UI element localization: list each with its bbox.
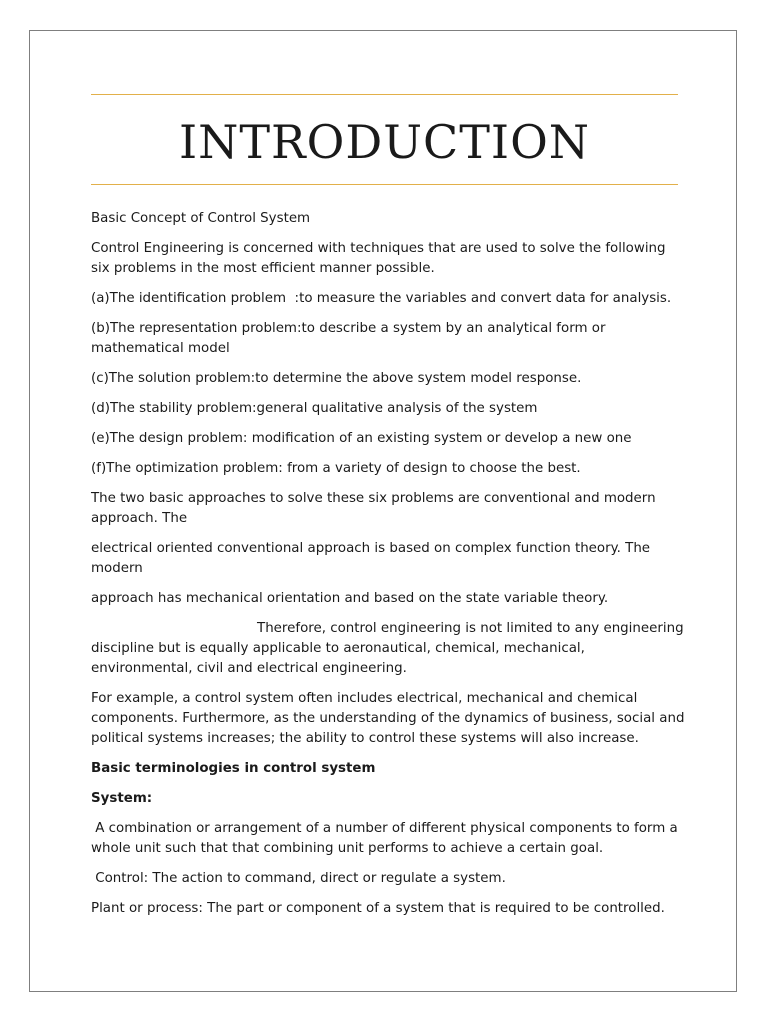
- body-text: [91, 209, 691, 929]
- paragraph: approach has mechanical orientation and based on the state variable theory.: [91, 591, 609, 606]
- paragraph: (d)The stability problem:general qualitative analysis of the system: [91, 401, 538, 416]
- paragraph: electrical oriented conventional approach is based on complex function theory. The modern: [91, 541, 651, 576]
- paragraph: For example, a control system often includes electrical, mechanical and chemical components. Furthermore, as the understanding of the dynamics of business, social and political systems increases; the ability to control these systems will also increase.: [91, 691, 685, 746]
- paragraph: (c)The solution problem:to determine the above system model response.: [91, 371, 582, 386]
- paragraph: Control Engineering is concerned with techniques that are used to solve the following six problems in the most efficient manner possible.: [91, 241, 666, 276]
- paragraph: A combination or arrangement of a number of different physical components to form a whole unit such that that combining unit performs to achieve a certain goal.: [91, 821, 678, 856]
- paragraph: Therefore, control engineering is not limited to any engineering discipline but is equally applicable to aeronautical, chemical, mechanical, environmental, civil and electrical engineering.: [91, 621, 684, 676]
- paragraph: (b)The representation problem:to describe a system by an analytical form or mathematical model: [91, 321, 606, 356]
- section-heading: Basic terminologies in control system: [91, 761, 376, 776]
- paragraph: The two basic approaches to solve these six problems are conventional and modern approach. The: [91, 491, 656, 526]
- paragraph: (e)The design problem: modification of an existing system or develop a new one: [91, 431, 632, 446]
- subheading: System:: [91, 791, 153, 806]
- paragraph: Control: The action to command, direct or regulate a system.: [91, 871, 506, 886]
- paragraph: Basic Concept of Control System: [91, 211, 311, 226]
- title-bottom-rule: [91, 184, 678, 185]
- paragraph: Plant or process: The part or component of a system that is required to be controlled.: [91, 901, 665, 916]
- paragraph: (f)The optimization problem: from a variety of design to choose the best.: [91, 461, 581, 476]
- title-top-rule: [91, 94, 678, 95]
- document-page: [29, 30, 737, 992]
- paragraph: (a)The identification problem :to measure the variables and convert data for analysis.: [91, 291, 672, 306]
- page-title: INTRODUCTION: [178, 115, 591, 169]
